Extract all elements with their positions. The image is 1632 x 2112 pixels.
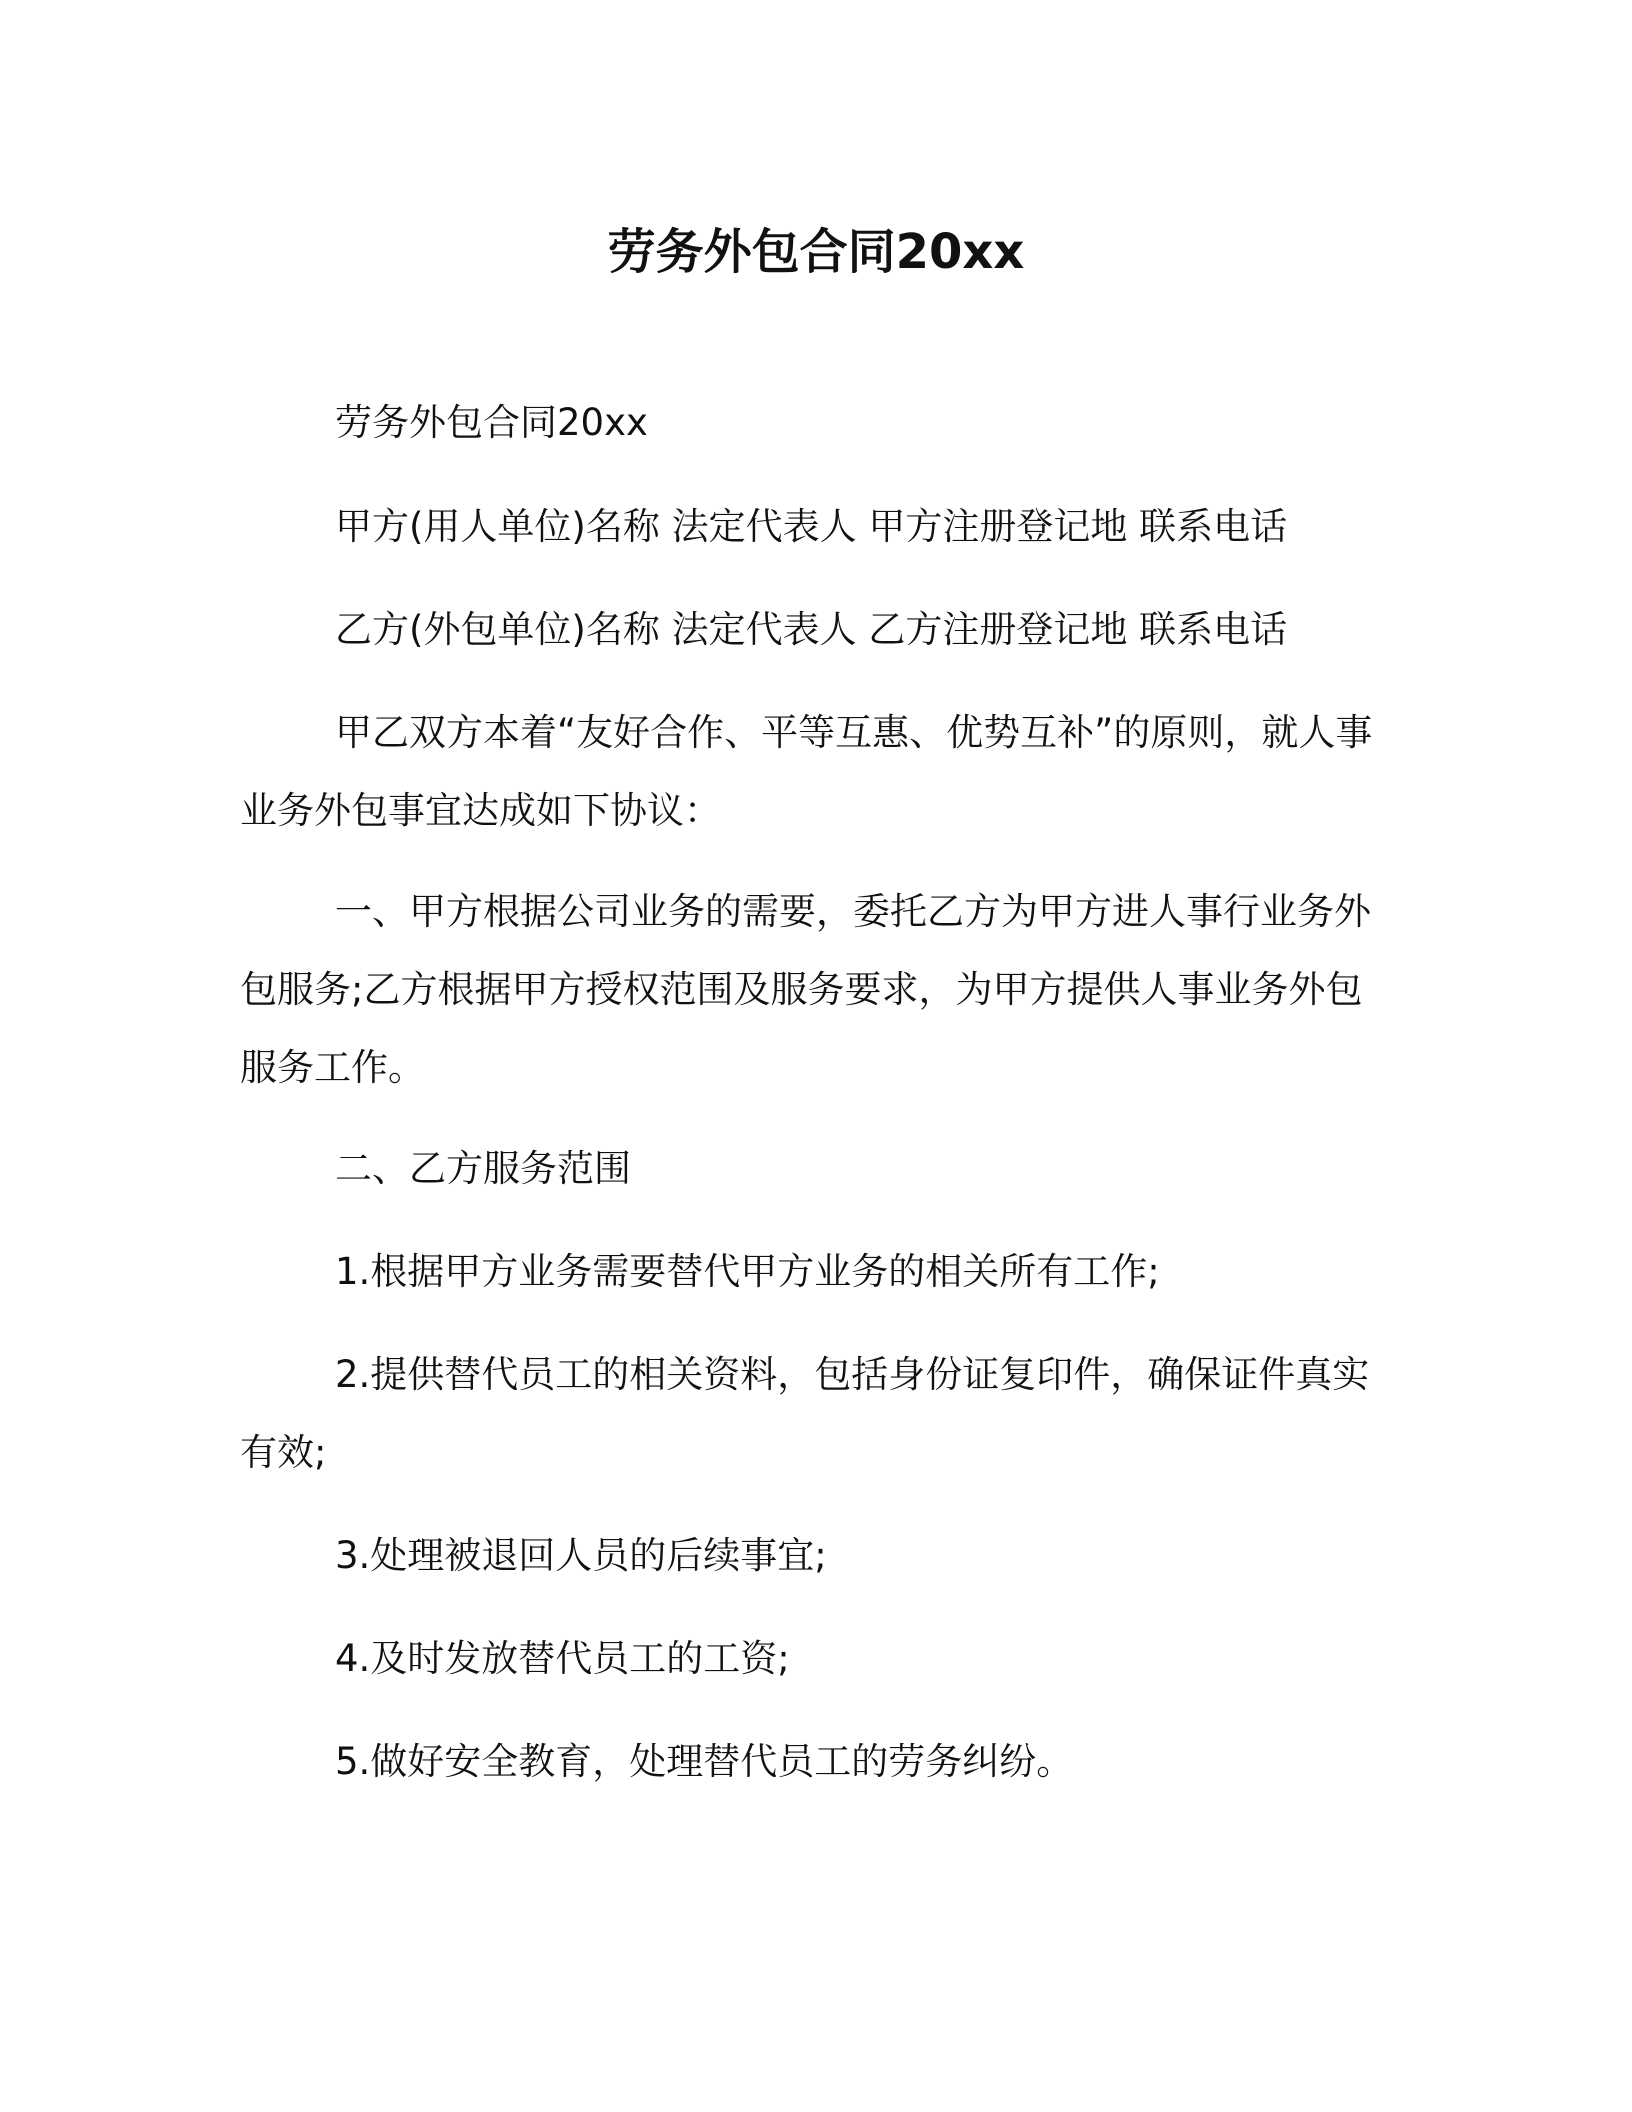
paragraph-party-a: 甲方(用人单位)名称 法定代表人 甲方注册登记地 联系电话 [335, 505, 1288, 548]
paragraph-clause-1: 一、甲方根据公司业务的需要，委托乙方为甲方进人事行业务外包服务;乙方根据甲方授权范围及服务要求，为甲方提供人事业务外包服务工作。 [240, 890, 1371, 1089]
paragraph-party-b: 乙方(外包单位)名称 法定代表人 乙方注册登记地 联系电话 [335, 608, 1288, 651]
paragraph-service-item-2: 2.提供替代员工的相关资料，包括身份证复印件，确保证件真实有效; [240, 1353, 1370, 1474]
paragraph-service-item-3: 3.处理被退回人员的后续事宜; [335, 1534, 827, 1577]
paragraph-service-item-1: 1.根据甲方业务需要替代甲方业务的相关所有工作; [335, 1250, 1160, 1293]
document-title: 劳务外包合同20xx [607, 224, 1025, 280]
paragraph-clause-2-heading: 二、乙方服务范围 [335, 1147, 631, 1190]
paragraph-service-item-4: 4.及时发放替代员工的工资; [335, 1637, 790, 1680]
paragraph-service-item-5: 5.做好安全教育，处理替代员工的劳务纠纷。 [335, 1740, 1074, 1783]
paragraph-heading-repeat: 劳务外包合同20xx [335, 401, 648, 444]
paragraph-principle: 甲乙双方本着“友好合作、平等互惠、优势互补”的原则，就人事业务外包事宜达成如下协议： [240, 711, 1373, 832]
